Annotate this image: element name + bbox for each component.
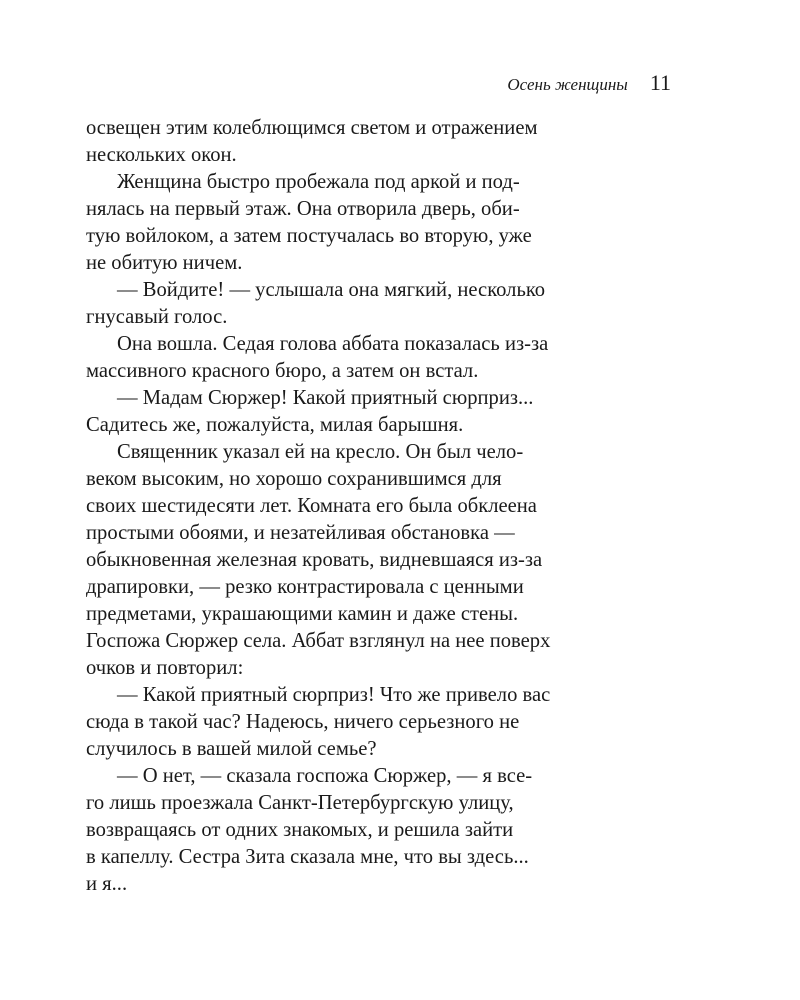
paragraph: Священник указал ей на кресло. Он был чело- веком высоким, но хорошо сохранившимся для своих шестидесяти лет. Комната его была обклеена простыми обоями, и незатейливая обстановка — обыкновенная железная кровать, видневшаяся из-за драпировки, — резко контрастировала с ценными предметами, украшающими камин и даже стены. Госпожа Сюржер села. Аббат взглянул на нее поверх очков и повторил: (86, 441, 551, 679)
paragraph: — Войдите! — услышала она мягкий, несколько гнусавый голос. (86, 279, 546, 328)
paragraph: Она вошла. Седая голова аббата показалась из-за массивного красного бюро, а затем он встал. (86, 333, 549, 382)
running-head (86, 70, 671, 100)
paragraph: освещен этим колеблющимся светом и отражением нескольких окон. (86, 117, 538, 166)
paragraph: — О нет, — сказала госпожа Сюржер, — я все- го лишь проезжала Санкт-Петербургскую улицу, возвращаясь от одних знакомых, и решила зайти в капеллу. Сестра Зита сказала мне, что вы здесь... и я... (86, 765, 533, 895)
paragraph: — Мадам Сюржер! Какой приятный сюрприз... Садитесь же, пожалуйста, милая барышня. (86, 387, 534, 436)
paragraph: Женщина быстро пробежала под аркой и под- нялась на первый этаж. Она отворила дверь, оби- тую войлоком, а затем постучалась во вторую, уже не обитую ничем. (86, 171, 532, 274)
page-number: 11 (649, 70, 671, 95)
paragraph: — Какой приятный сюрприз! Что же привело вас сюда в такой час? Надеюсь, ничего серьезного не случилось в вашей милой семье? (86, 684, 551, 760)
body-text (86, 115, 671, 898)
book-title: Осень женщины (507, 75, 628, 94)
